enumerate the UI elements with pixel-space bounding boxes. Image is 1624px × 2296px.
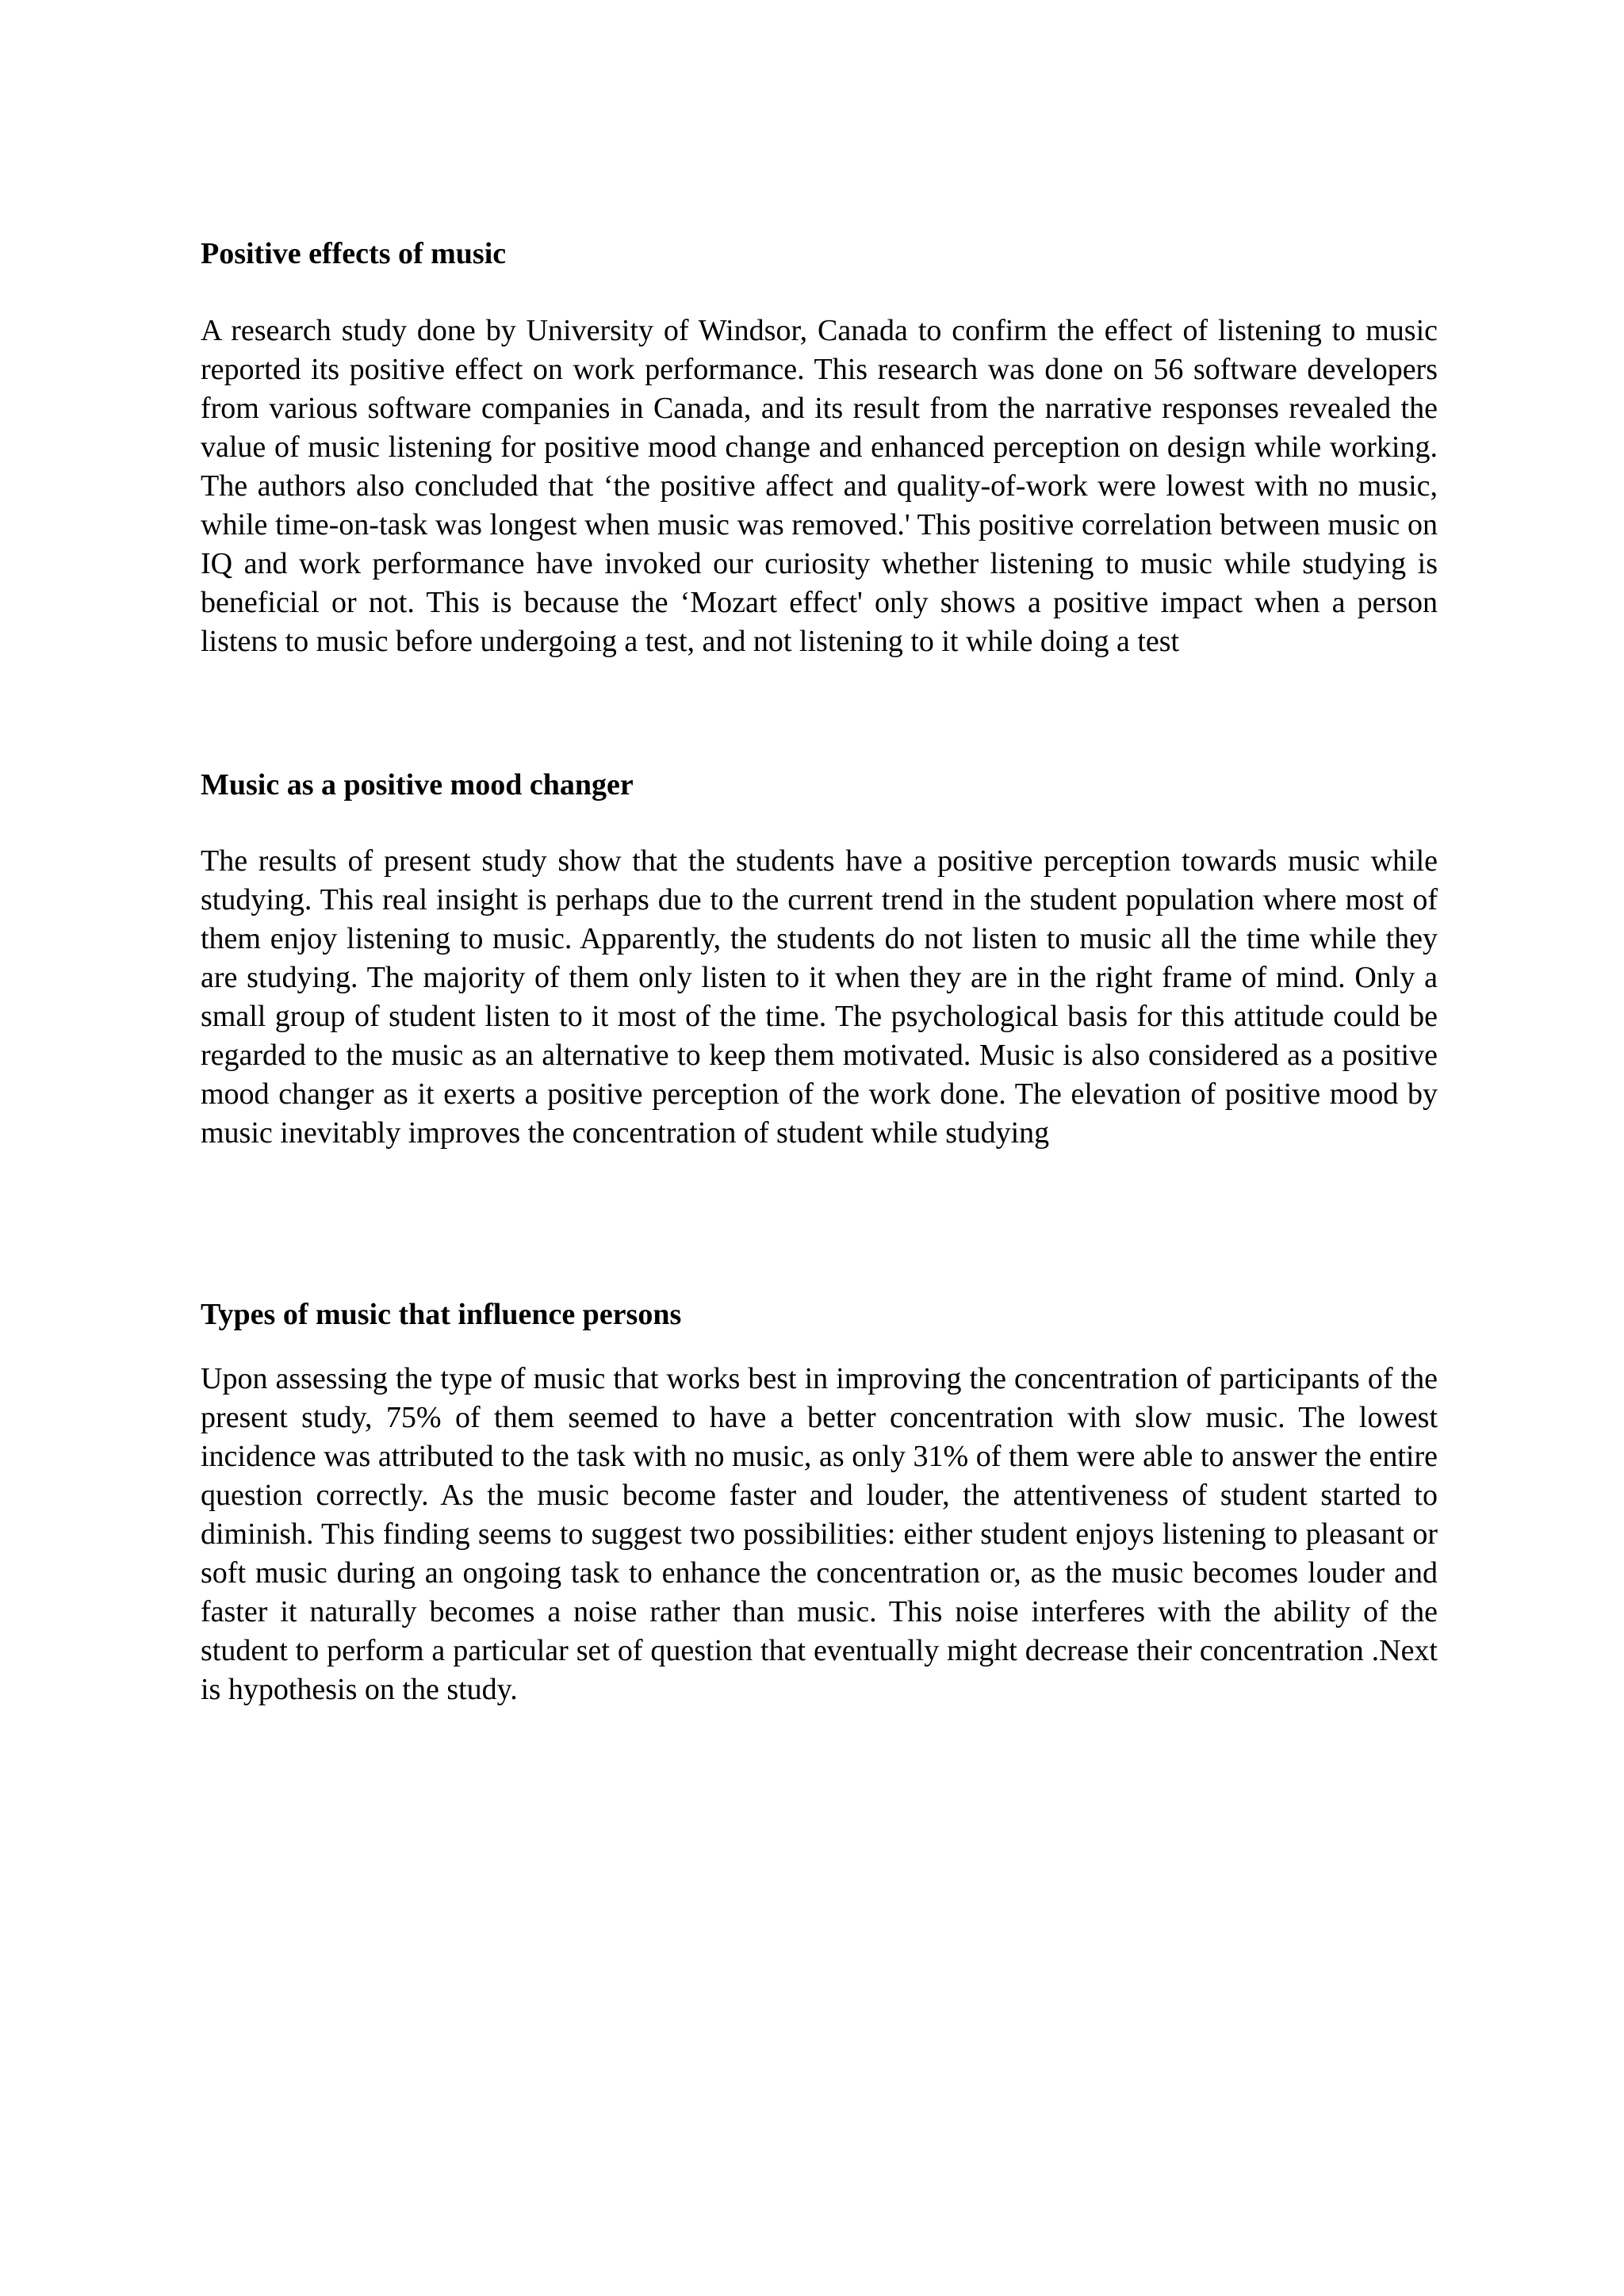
section-paragraph-positive-effects: A research study done by University of Windsor, Canada to confirm the effect of listening to music reported its positive effect on work performance. This research was done on 56 software developers from various software companies in Canada, and its result from the narrative responses revealed the value of music listening for positive mood change and enhanced perception on design while working. The authors also concluded that ‘the positive affect and quality-of-work were lowest with no music, while time-on-task was longest when music was removed.' This positive correlation between music on IQ and work performance have invoked our curiosity whether listening to music while studying is beneficial or not. This is because the ‘Mozart effect' only shows a positive impact when a person listens to music before undergoing a test, and not listening to it while doing a test (201, 314, 1438, 658)
section-paragraph-mood-changer: The results of present study show that the students have a positive perception towards music while studying. This real insight is perhaps due to the current trend in the student population where most of them enjoy listening to music. Apparently, the students do not listen to music all the time while they are studying. The majority of them only listen to it when they are in the right frame of mind. Only a small group of student listen to it most of the time. The psychological basis for this attitude could be regarded to the music as an alternative to keep them motivated. Music is also considered as a positive mood changer as it exerts a positive perception of the work done. The elevation of positive mood by music inevitably improves the concentration of student while studying (201, 844, 1438, 1150)
section-heading-positive-effects: Positive effects of music (201, 237, 507, 270)
section-paragraph-types-of-music: Upon assessing the type of music that works best in improving the concentration of participants of the present study, 75% of them seemed to have a better concentration with slow music. The lowest incidence was attributed to the task with no music, as only 31% of them were able to answer the entire question correctly. As the music become faster and louder, the attentiveness of student started to diminish. This finding seems to suggest two possibilities: either student enjoys listening to pleasant or soft music during an ongoing task to enhance the concentration or, as the music becomes louder and faster it naturally becomes a noise rather than music. This noise interferes with the ability of the student to perform a particular set of question that eventually might decrease their concentration .Next is hypothesis on the study. (201, 1362, 1438, 1706)
section-heading-types-of-music: Types of music that influence persons (201, 1298, 682, 1331)
section-heading-mood-changer: Music as a positive mood changer (201, 768, 634, 802)
